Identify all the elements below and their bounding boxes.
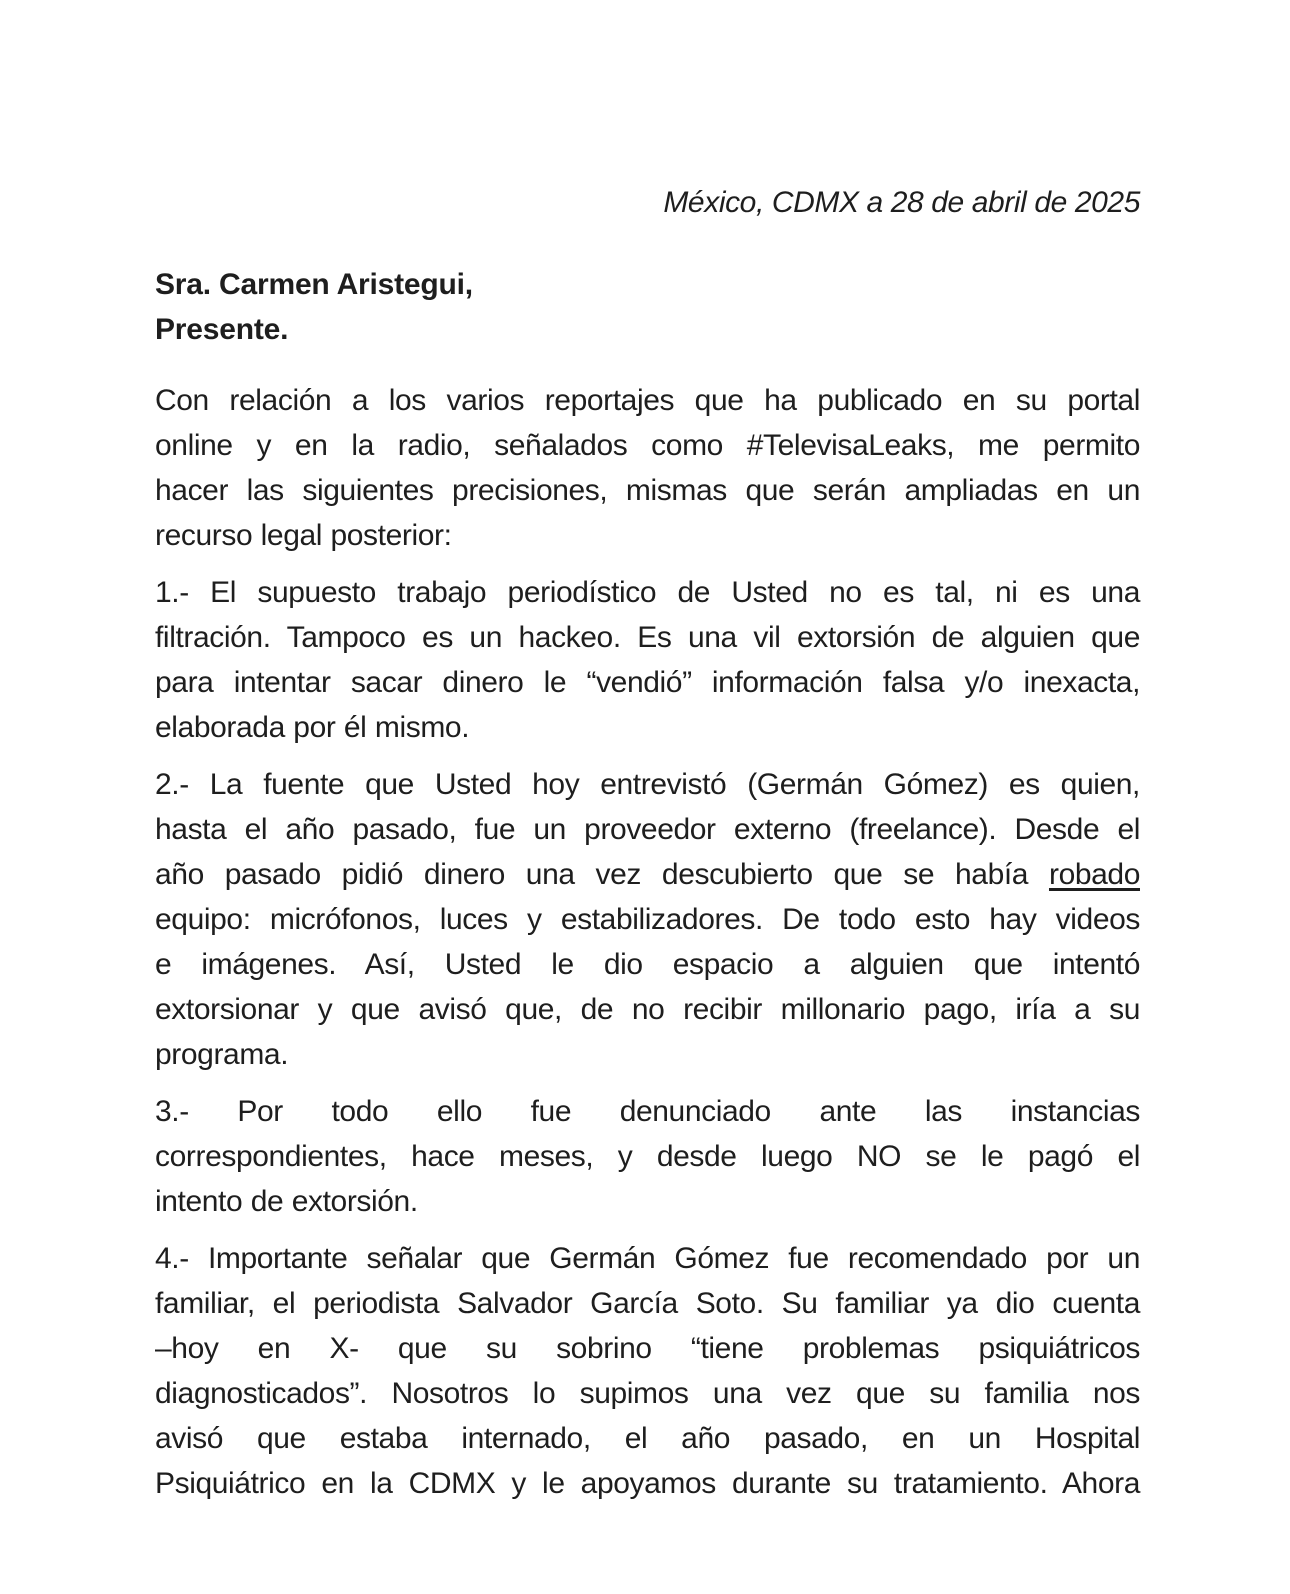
- text-line: para intentar sacar dinero le “vendió” información falsa y/o inexacta,: [155, 666, 1140, 699]
- text-line: 2.- La fuente que Usted hoy entrevistó (Germán Gómez) es quien,: [155, 768, 1140, 801]
- text-line: correspondientes, hace meses, y desde luego NO se le pagó el: [155, 1140, 1140, 1173]
- text-line: elaborada por él mismo.: [155, 711, 470, 744]
- text-line: equipo: micrófonos, luces y estabilizadores. De todo esto hay videos: [155, 903, 1140, 936]
- letter-content: [155, 180, 1140, 1506]
- paragraph-point-3: [155, 1089, 1140, 1224]
- text-line: año pasado pidió dinero una vez descubierto que se había robado: [155, 858, 1140, 891]
- text-line: recurso legal posterior:: [155, 519, 452, 552]
- text-line: Psiquiátrico en la CDMX y le apoyamos durante su tratamiento. Ahora: [155, 1467, 1140, 1500]
- date-line: México, CDMX a 28 de abril de 2025: [663, 186, 1140, 219]
- text-line: diagnosticados”. Nosotros lo supimos una vez que su familia nos: [155, 1377, 1140, 1410]
- recipient-name: Sra. Carmen Aristegui,: [155, 268, 473, 301]
- text-line: familiar, el periodista Salvador García Soto. Su familiar ya dio cuenta: [155, 1287, 1140, 1320]
- text-line: hacer las siguientes precisiones, mismas que serán ampliadas en un: [155, 474, 1140, 507]
- text-line: intento de extorsión.: [155, 1185, 418, 1218]
- text-line: hasta el año pasado, fue un proveedor externo (freelance). Desde el: [155, 813, 1140, 846]
- text-line: online y en la radio, señalados como #TelevisaLeaks, me permito: [155, 429, 1140, 462]
- text-line: Con relación a los varios reportajes que ha publicado en su portal: [155, 384, 1140, 417]
- text-line: 1.- El supuesto trabajo periodístico de Usted no es tal, ni es una: [155, 576, 1140, 609]
- recipient-block: [155, 262, 1140, 352]
- text-line: –hoy en X- que su sobrino “tiene problemas psiquiátricos: [155, 1332, 1140, 1365]
- text-line: e imágenes. Así, Usted le dio espacio a alguien que intentó: [155, 948, 1140, 981]
- paragraph-intro: [155, 378, 1140, 558]
- text-line: 4.- Importante señalar que Germán Gómez fue recomendado por un: [155, 1242, 1140, 1275]
- text-line: avisó que estaba internado, el año pasado, en un Hospital: [155, 1422, 1140, 1455]
- text-line: programa.: [155, 1038, 289, 1071]
- recipient-salutation: Presente.: [155, 313, 289, 346]
- paragraph-point-2: [155, 762, 1140, 1077]
- letter-body: [155, 378, 1140, 1506]
- underlined-text: robado: [1048, 858, 1140, 891]
- text-line: extorsionar y que avisó que, de no recibir millonario pago, iría a su: [155, 993, 1140, 1026]
- text-line: 3.- Por todo ello fue denunciado ante las instancias: [155, 1095, 1140, 1128]
- paragraph-point-4: [155, 1236, 1140, 1506]
- text-line: filtración. Tampoco es un hackeo. Es una vil extorsión de alguien que: [155, 621, 1140, 654]
- paragraph-point-1: [155, 570, 1140, 750]
